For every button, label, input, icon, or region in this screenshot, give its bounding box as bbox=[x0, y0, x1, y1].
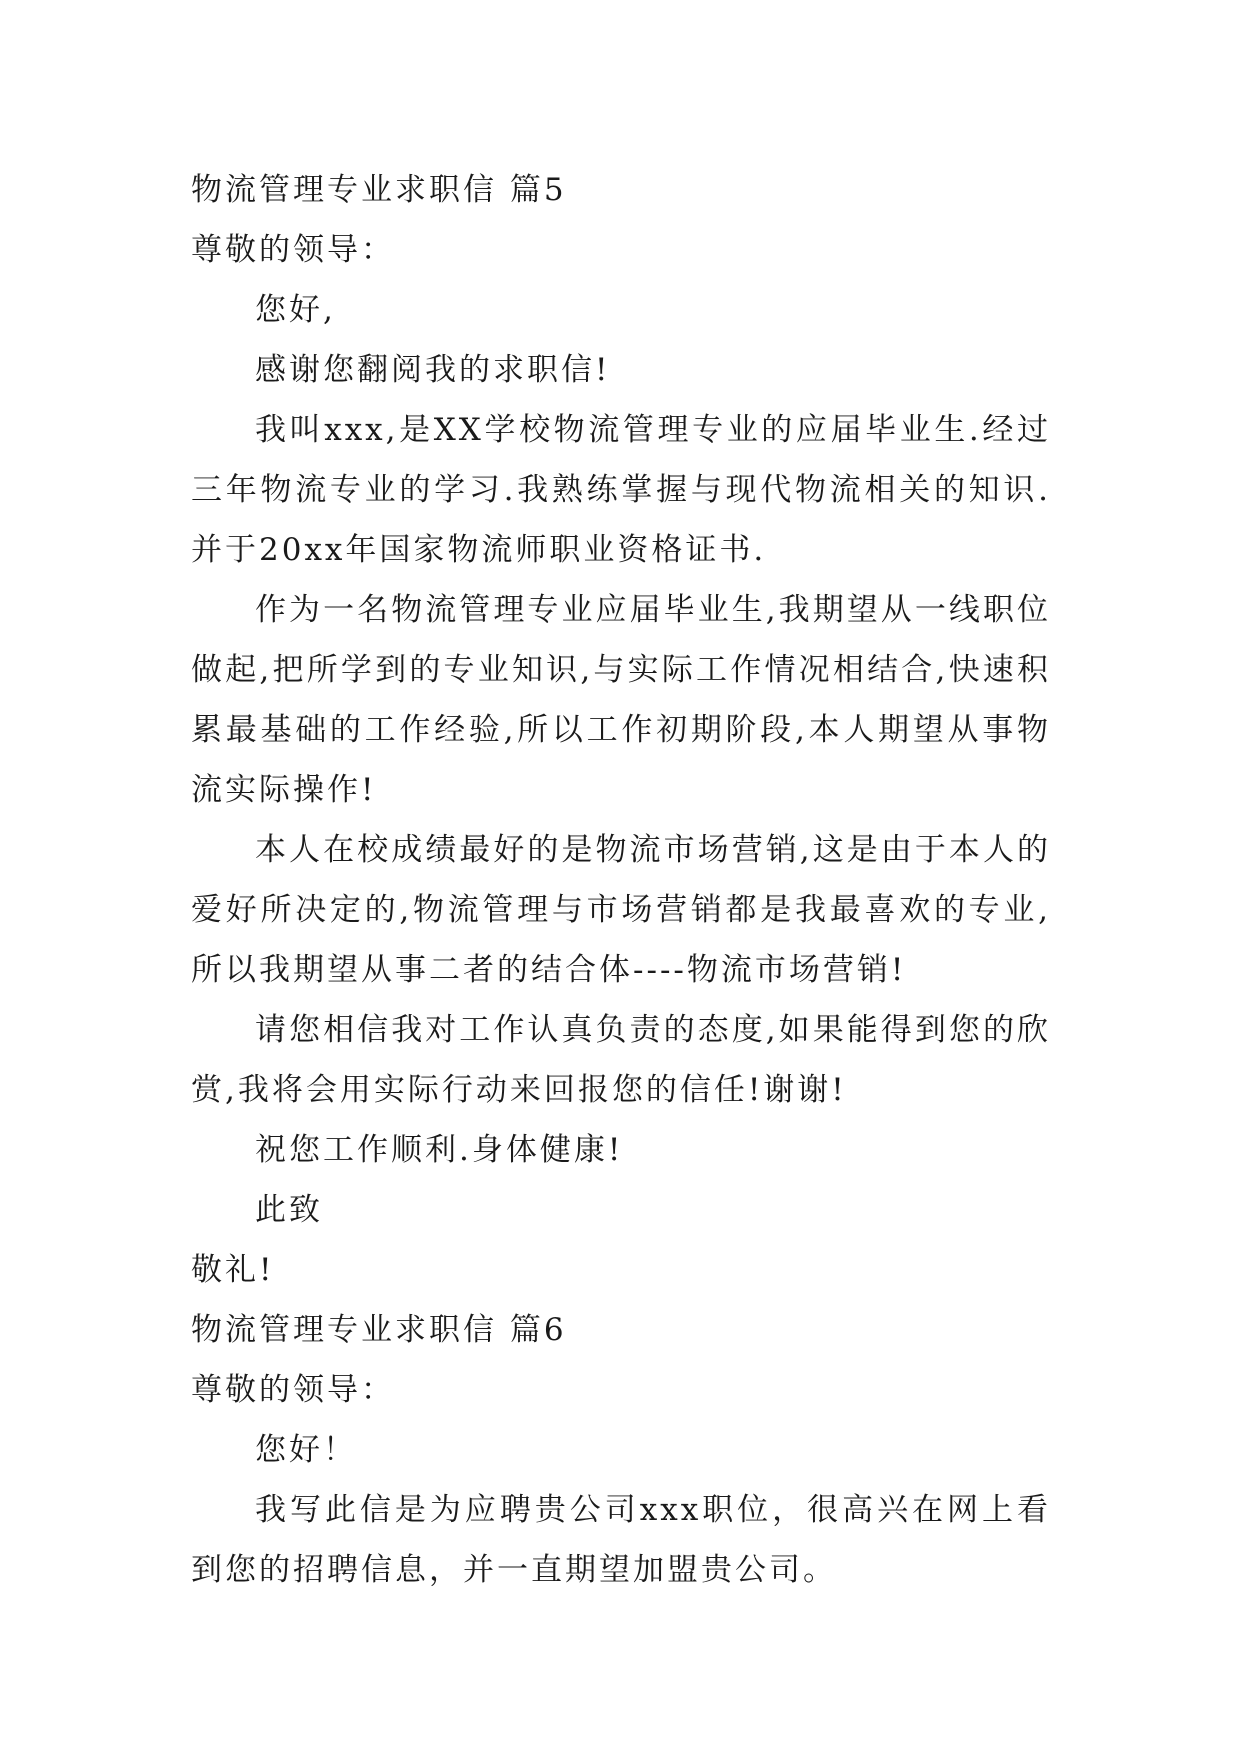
greeting: 您好, bbox=[255, 292, 336, 328]
salute-line: 敬礼! bbox=[191, 1252, 275, 1288]
career-goal-paragraph: 作为一名物流管理专业应届毕业生,我期望从一线职位做起,把所学到的专业知识,与实际工作情况相结合,快速积累最基础的工作经验,所以工作初期阶段,本人期望从事物流实际操作! bbox=[191, 592, 1051, 808]
section-title-6: 物流管理专业求职信 篇6 bbox=[191, 1312, 567, 1348]
wishes-line: 祝您工作顺利.身体健康! bbox=[255, 1132, 624, 1168]
regards-line: 此致 bbox=[255, 1192, 323, 1228]
intro-paragraph: 我叫xxx,是XX学校物流管理专业的应届毕业生.经过三年物流专业的学习.我熟练掌握与现代物流相关的知识.并于20xx年国家物流师职业资格证书. bbox=[191, 412, 1051, 568]
greeting-2: 您好！ bbox=[255, 1432, 357, 1468]
document-body bbox=[191, 160, 1051, 1600]
salutation-2: 尊敬的领导： bbox=[191, 1372, 395, 1408]
closing-paragraph: 请您相信我对工作认真负责的态度,如果能得到您的欣赏,我将会用实际行动来回报您的信任!谢谢! bbox=[191, 1012, 1051, 1108]
strengths-paragraph: 本人在校成绩最好的是物流市场营销,这是由于本人的爱好所决定的,物流管理与市场营销都是我最喜欢的专业,所以我期望从事二者的结合体----物流市场营销! bbox=[191, 832, 1051, 988]
application-paragraph: 我写此信是为应聘贵公司xxx职位，很高兴在网上看到您的招聘信息，并一直期望加盟贵公司。 bbox=[191, 1492, 1051, 1588]
thanks-paragraph: 感谢您翻阅我的求职信! bbox=[255, 352, 611, 388]
salutation: 尊敬的领导： bbox=[191, 232, 395, 268]
section-title-5: 物流管理专业求职信 篇5 bbox=[191, 172, 567, 208]
